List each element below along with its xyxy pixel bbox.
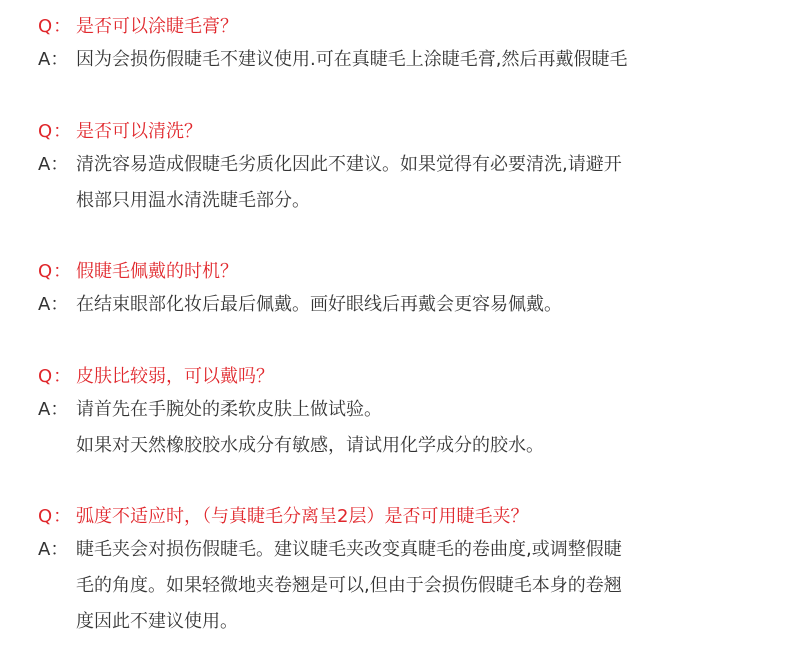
answer-mark: A：: [38, 399, 69, 420]
question-mark: Q：: [38, 506, 73, 527]
answer-row: [38, 147, 778, 219]
question-mark: Q：: [38, 261, 73, 282]
question-text: 是否可以清洗？: [76, 121, 202, 142]
question-mark: Q：: [38, 366, 73, 387]
question-mark: Q：: [38, 121, 73, 142]
question-text: 弧度不适应时，（与真睫毛分离呈2层）是否可用睫毛夹？: [76, 506, 529, 527]
question-row: [38, 12, 778, 42]
answer-row: [38, 42, 778, 78]
answer-text: [76, 392, 778, 464]
question-text: 假睫毛佩戴的时机？: [76, 261, 238, 282]
question-text: 皮肤比较弱，可以戴吗？: [76, 366, 274, 387]
question-row: [38, 117, 778, 147]
faq-item-3: [38, 257, 778, 323]
answer-line: 如果对天然橡胶胶水成分有敏感，请试用化学成分的胶水。: [76, 435, 544, 456]
answer-line: 睫毛夹会对损伤假睫毛。建议睫毛夹改变真睫毛的卷曲度,或调整假睫: [76, 539, 622, 560]
answer-mark: A：: [38, 539, 69, 560]
answer-text: [76, 287, 778, 323]
answer-line: 毛的角度。如果轻微地夹卷翘是可以,但由于会损伤假睫毛本身的卷翘: [76, 575, 622, 596]
answer-line: 请首先在手腕处的柔软皮肤上做试验。: [76, 399, 382, 420]
answer-mark: A：: [38, 294, 69, 315]
answer-row: [38, 392, 778, 464]
answer-line: 根部只用温水清洗睫毛部分。: [76, 190, 310, 211]
answer-text: [76, 42, 778, 78]
answer-text: [76, 147, 778, 219]
faq-item-4: [38, 362, 778, 464]
faq-item-5: [38, 502, 778, 640]
question-row: [38, 257, 778, 287]
faq-item-1: [38, 12, 778, 78]
question-row: [38, 502, 778, 532]
faq-item-2: [38, 117, 778, 219]
answer-line: 清洗容易造成假睫毛劣质化因此不建议。如果觉得有必要清洗,请避开: [76, 154, 622, 175]
answer-mark: A：: [38, 154, 69, 175]
answer-line: 因为会损伤假睫毛不建议使用.可在真睫毛上涂睫毛膏,然后再戴假睫毛: [76, 49, 628, 70]
answer-line: 度因此不建议使用。: [76, 611, 238, 632]
answer-text: [76, 532, 778, 640]
answer-row: [38, 532, 778, 640]
question-row: [38, 362, 778, 392]
answer-line: 在结束眼部化妆后最后佩戴。画好眼线后再戴会更容易佩戴。: [76, 294, 562, 315]
answer-row: [38, 287, 778, 323]
question-text: 是否可以涂睫毛膏？: [76, 16, 238, 37]
question-mark: Q：: [38, 16, 73, 37]
answer-mark: A：: [38, 49, 69, 70]
